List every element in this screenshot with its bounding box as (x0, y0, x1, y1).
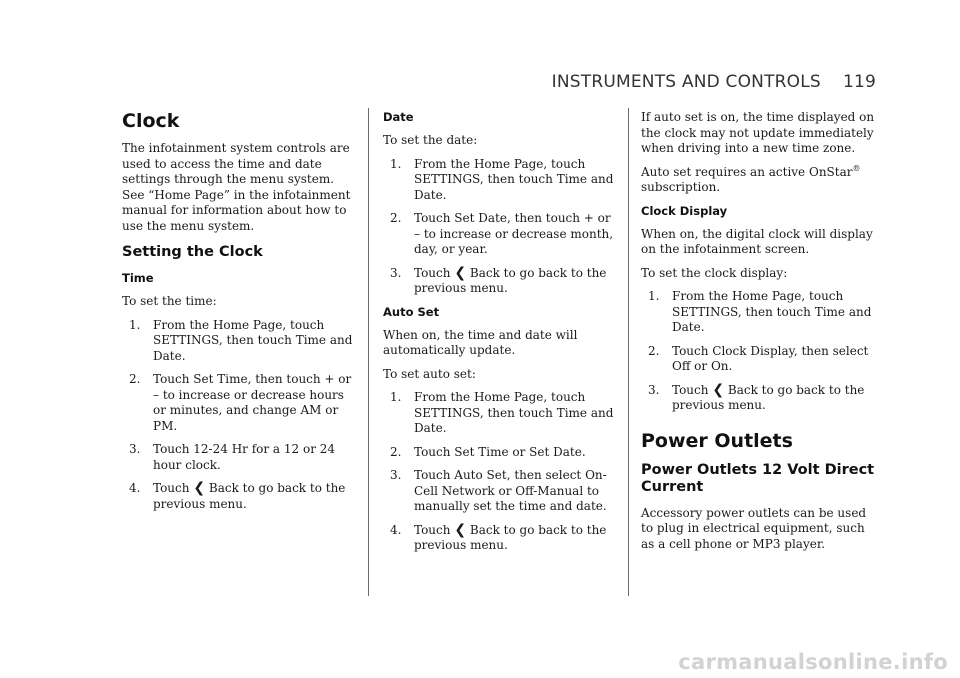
list-item: 2. Touch Set Time or Set Date. (390, 444, 586, 459)
power-outlets-subheading: Power Outlets 12 Volt Direct Current (641, 461, 875, 495)
column-divider (628, 108, 629, 596)
time-lead: To set the time: (122, 294, 217, 308)
registered-mark: ® (852, 163, 861, 173)
list-item: 3. Touch ❮ Back to go back to the previous menu. (648, 381, 865, 412)
page-header (552, 72, 876, 92)
column-1 (122, 110, 354, 520)
date-heading: Date (383, 110, 414, 124)
clock-title: Clock (122, 110, 180, 132)
auto-set-note: If auto set is on, the time displayed on the clock may not update immediately when driving into a new time zone. (641, 110, 875, 155)
time-steps (122, 318, 354, 513)
power-outlets-desc: Accessory power outlets can be used to plug in electrical equipment, such as a cell phone or MP3 player. (641, 505, 867, 551)
back-icon: ❮ (193, 480, 206, 496)
column-3 (641, 110, 881, 560)
date-lead: To set the date: (383, 133, 478, 147)
list-item: 1. From the Home Page, touch SETTINGS, then touch Time and Date. (129, 317, 353, 363)
setting-clock-heading: Setting the Clock (122, 244, 263, 260)
list-item: 1. From the Home Page, touch SETTINGS, then touch Time and Date. (390, 390, 614, 435)
power-outlets-title: Power Outlets (641, 429, 793, 452)
list-item: 1. From the Home Page, touch SETTINGS, then touch Time and Date. (390, 156, 614, 202)
auto-set-lead: To set auto set: (383, 366, 476, 381)
auto-set-desc: When on, the time and date will automatically update. (383, 327, 578, 357)
back-icon: ❮ (454, 264, 467, 281)
column-divider (368, 108, 369, 596)
column-2 (383, 110, 615, 562)
section-title: INSTRUMENTS AND CONTROLS (551, 72, 821, 92)
auto-set-heading: Auto Set (383, 304, 440, 319)
clock-display-steps (641, 289, 881, 414)
list-item: 4. Touch ❮ Back to go back to the previous menu. (129, 480, 346, 511)
list-item: 4. Touch ❮ Back to go back to the previous menu. (390, 521, 607, 552)
list-item: 3. Touch ❮ Back to go back to the previous menu. (390, 264, 607, 295)
auto-set-steps (383, 390, 615, 554)
date-steps (383, 157, 615, 297)
time-heading: Time (122, 271, 154, 285)
clock-intro: The infotainment system controls are used to access the time and date settings through the menu system. See “Home Page” in the infotainment manual for information about how to use the menu system. (122, 141, 351, 233)
clock-display-heading: Clock Display (641, 203, 728, 218)
clock-display-desc: When on, the digital clock will display on the infotainment screen. (641, 226, 873, 256)
list-item: 3. Touch 12-24 Hr for a 12 or 24 hour clock. (129, 442, 336, 472)
page-number: 119 (842, 72, 876, 92)
list-item: 3. Touch Auto Set, then select On-Cell Network or Off-Manual to manually set the time and date. (390, 468, 607, 513)
list-item: 2. Touch Clock Display, then select Off or On. (648, 343, 869, 373)
list-item: 1. From the Home Page, touch SETTINGS, then touch Time and Date. (648, 289, 872, 334)
back-icon: ❮ (454, 521, 467, 538)
list-item: 2. Touch Set Date, then touch + or – to increase or decrease month, day, or year. (390, 211, 614, 256)
list-item: 2. Touch Set Time, then touch + or – to increase or decrease hours or minutes, and change AM or PM. (129, 372, 352, 433)
onstar-note: Auto set requires an active OnStar® subscription. (641, 163, 861, 194)
clock-display-lead: To set the clock display: (641, 265, 788, 280)
back-icon: ❮ (712, 381, 725, 398)
watermark: carmanualsonline.info (678, 650, 948, 674)
